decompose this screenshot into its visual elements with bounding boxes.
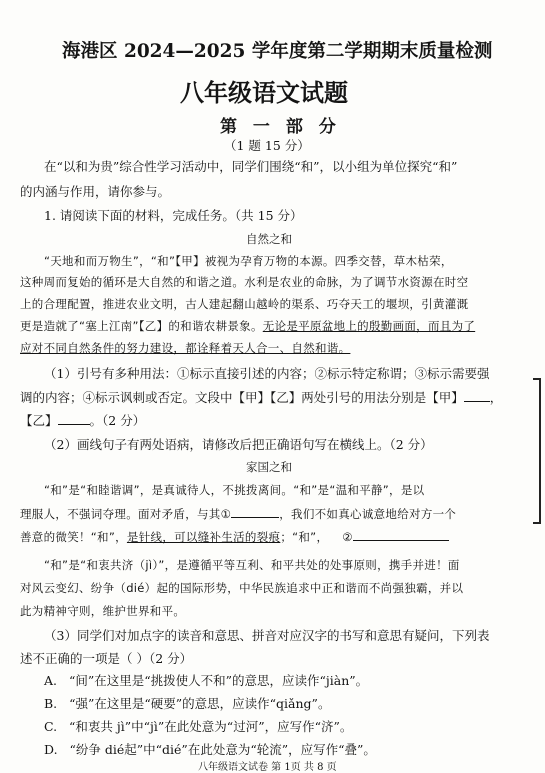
underlined-sentence-part-1: 无论是平原盆地上的殷勤画面，而且为了 [262,319,476,333]
option-a[interactable] [44,671,368,689]
subquestion-1-line-3 [20,411,145,429]
passage-1-line-2: 这种周而复始的循环是大自然的和谐之道。水利是农业的命脉，为了调节水资源在时空 [20,275,469,289]
answer-blank-jia[interactable] [464,389,490,402]
subquestion-2-line: （2）画线句子有两处语病，请修改后把正确语句写在横线上。（2 分） [44,437,433,452]
passage-2-line-5: 对风云变幻、纷争（dié）起的国际形势，中华民族追求中正和谐而不尚强独霸，并以 [20,581,464,595]
answer-blank-1[interactable] [231,505,279,518]
passage-2-line-4: “和”是“和衷共济（jì）”，是遵循平等互利、和平共处的处事原则，携手并进！面 [44,558,460,572]
option-d-text: “纷争 dié起”中“dié”在此处意为“轮流”，应写作“叠”。 [69,742,376,757]
part-score: （1 题 15 分） [224,138,310,153]
answer-blank-yi[interactable] [58,412,90,425]
metaphor-underlined: 是针线，可以缝补生活的裂痕 [126,530,281,544]
subquestion-3-line-1: （3）同学们对加点字的读音和意思、拼音对应汉字的书写和意思有疑问，下列表 [44,628,490,643]
passage-2-line-2-rest: ，我们不如真心诚意地给对方一个 [279,507,457,521]
underlined-sentence-part-2: 应对不同自然条件的努力建设，都诠释着天人合一、自然和谐。 [20,341,351,355]
subquestion-3-line-2: 述不正确的一项是（ ）（2 分） [20,651,193,666]
binding-bracket-vertical [539,378,541,524]
section-title-family-nation: 家国之和 [246,460,292,474]
exam-title: 海港区 2024—2025 学年度第二学期期末质量检测 [62,41,493,62]
blank-2-label: ② [342,530,353,544]
option-c[interactable] [44,717,352,735]
passage-2-line-3-rest: ；“和”， [280,530,329,544]
subquestion-1-line-2 [20,388,502,406]
section-title-nature: 自然之和 [246,232,292,246]
option-d[interactable] [44,740,376,758]
option-b-text: “强”在这里是“硬要”的意思，应读作“qiǎng”。 [69,696,331,711]
subquestion-1-score: 。（2 分） [89,413,146,428]
passage-2-line-1: “和”是“和睦谐调”，是真诚待人，不挑拨离间。“和”是“温和平静”，是以 [44,483,425,497]
passage-1-line-4-text: 更是造就了“塞上江南”【乙】的和谐农耕景象。 [20,319,263,333]
passage-2-line-3 [20,528,449,545]
binding-bracket-bottom [533,522,541,524]
option-d-letter: D. [44,742,58,757]
option-c-text: “和衷共 jì”中“jì”在此处意为“过河”，应写作“济”。 [69,719,353,734]
option-a-text: “间”在这里是“挑拨使人不和”的意思，应读作“jiàn”。 [68,673,369,688]
blank-1-label: ① [220,507,232,521]
passage-2-line-2-text: 理服人，不强词夺理。面对矛盾，与其 [20,507,221,521]
option-b-letter: B. [44,696,58,711]
passage-1-line-1: “天地和而万物生”，“和”【甲】被视为孕育万物的本源。四季交替，草木枯荣， [44,254,453,268]
passage-2-line-6: 此为精神守则，维护世界和平。 [20,604,186,618]
subquestion-1-line-2-text: 调的内容；④标示讽刺或否定。文段中【甲】【乙】两处引号的用法分别是【甲】 [20,390,464,405]
option-b[interactable] [44,694,330,712]
subquestion-1-comma: ， [489,390,503,405]
exam-subtitle: 八年级语文试题 [180,78,348,107]
intro-line-1: 在“以和为贵”综合性学习活动中，同学们围绕“和”，以小组为单位探究“和” [44,159,458,174]
passage-1-line-4 [20,318,475,334]
question-1-stem: 1. 请阅读下面的材料，完成任务。（共 15 分） [44,208,303,223]
passage-2-line-3-text: 善意的微笑！“和”， [20,530,127,544]
option-c-letter: C. [44,719,58,734]
passage-1-line-3: 上的合理配置，推进农业文明，古人建起翻山越岭的渠系、巧夺天工的堰坝，引黄灌溉 [20,297,469,311]
answer-blank-2[interactable] [353,528,449,541]
subquestion-1-line-1: （1）引号有多种用法：①标示直接引述的内容；②标示特定称谓；③标示需要强 [44,366,490,381]
subquestion-1-yi-label: 【乙】 [20,413,58,428]
option-a-letter: A. [44,673,58,688]
page-footer: 八年级语文试卷 第 1页 共 8 页 [198,762,337,773]
part-heading: 第 一 部 分 [220,117,341,137]
binding-bracket-top [533,378,541,380]
passage-2-line-2 [20,505,456,522]
intro-line-2: 的内涵与作用，请你参与。 [20,184,171,199]
